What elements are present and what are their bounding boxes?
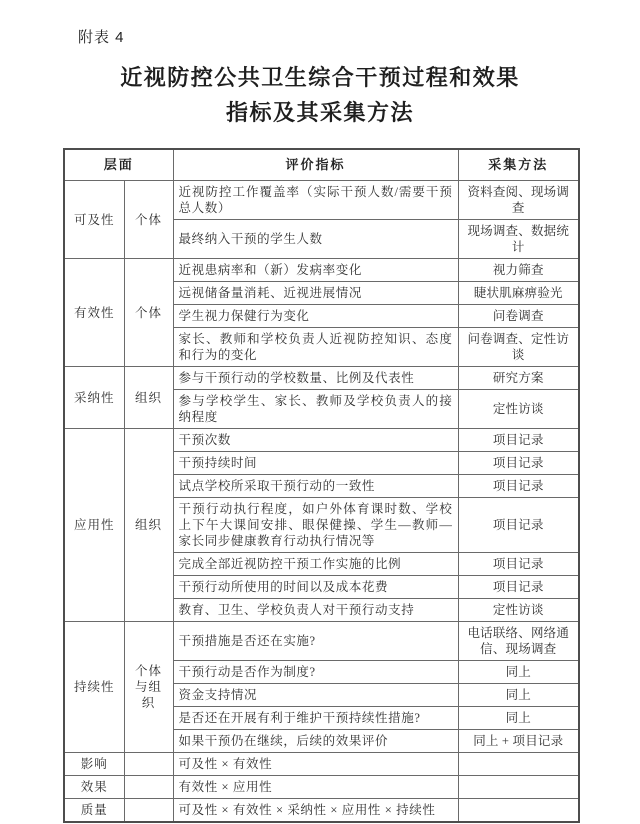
indicator-cell: 近视防控工作覆盖率（实际干预人数/需要干预总人数） xyxy=(173,181,458,220)
page-title-line1: 近视防控公共卫生综合干预过程和效果 xyxy=(120,65,520,90)
summary-row xyxy=(64,799,579,823)
method-cell: 项目记录 xyxy=(458,498,579,553)
summary-row xyxy=(64,776,579,799)
indicator-cell: 试点学校所采取干预行动的一致性 xyxy=(173,475,458,498)
indicator-cell: 远视储备量消耗、近视进展情况 xyxy=(173,282,458,305)
method-cell: 视力筛查 xyxy=(458,259,579,282)
header-indicator: 评价指标 xyxy=(173,149,458,181)
method-cell: 项目记录 xyxy=(458,475,579,498)
subcategory-cell: 个体 xyxy=(124,181,173,259)
indicator-cell: 干预行动执行程度，如户外体育课时数、学校上下午大课间安排、眼保健操、学生—教师—家长同步健康教育行动执行情况等 xyxy=(173,498,458,553)
method-cell: 研究方案 xyxy=(458,367,579,390)
indicator-cell: 学生视力保健行为变化 xyxy=(173,305,458,328)
method-cell: 项目记录 xyxy=(458,429,579,452)
summary-method-empty-cell xyxy=(458,776,579,799)
table-row xyxy=(64,429,579,452)
summary-formula-cell: 可及性 × 有效性 × 采纳性 × 应用性 × 持续性 xyxy=(173,799,458,823)
indicator-cell: 是否还在开展有利于维护干预持续性措施? xyxy=(173,707,458,730)
indicator-cell: 干预措施是否还在实施? xyxy=(173,622,458,661)
table-row xyxy=(64,367,579,390)
indicator-cell: 完成全部近视防控干预工作实施的比例 xyxy=(173,553,458,576)
table-row xyxy=(64,181,579,220)
method-cell: 同上 xyxy=(458,707,579,730)
summary-method-empty-cell xyxy=(458,753,579,776)
method-cell: 问卷调查 xyxy=(458,305,579,328)
subcategory-cell: 个体 xyxy=(124,259,173,367)
subcategory-cell: 组织 xyxy=(124,367,173,429)
summary-method-empty-cell xyxy=(458,799,579,823)
summary-category-cell: 质量 xyxy=(64,799,124,823)
category-cell: 可及性 xyxy=(64,181,124,259)
summary-empty-cell xyxy=(124,753,173,776)
method-cell: 定性访谈 xyxy=(458,599,579,622)
indicator-cell: 干预行动所使用的时间以及成本花费 xyxy=(173,576,458,599)
method-cell: 问卷调查、定性访谈 xyxy=(458,328,579,367)
indicator-cell: 参与干预行动的学校数量、比例及代表性 xyxy=(173,367,458,390)
method-cell: 项目记录 xyxy=(458,553,579,576)
summary-formula-cell: 可及性 × 有效性 xyxy=(173,753,458,776)
header-method: 采集方法 xyxy=(458,149,579,181)
page-title-line2: 指标及其采集方法 xyxy=(225,100,414,125)
method-cell: 资料查阅、现场调查 xyxy=(458,181,579,220)
table-header-row xyxy=(64,149,579,181)
indicator-cell: 如果干预仍在继续，后续的效果评价 xyxy=(173,730,458,753)
method-cell: 同上 xyxy=(458,661,579,684)
method-cell: 同上 + 项目记录 xyxy=(458,730,579,753)
appendix-label: 附表 4 xyxy=(78,29,125,46)
indicator-cell: 干预次数 xyxy=(173,429,458,452)
table-row xyxy=(64,622,579,661)
method-cell: 定性访谈 xyxy=(458,390,579,429)
method-cell: 现场调查、数据统计 xyxy=(458,220,579,259)
subcategory-cell: 组织 xyxy=(124,429,173,622)
indicator-cell: 最终纳入干预的学生人数 xyxy=(173,220,458,259)
indicator-cell: 教育、卫生、学校负责人对干预行动支持 xyxy=(173,599,458,622)
subcategory-cell: 个体与组织 xyxy=(124,622,173,753)
category-cell: 持续性 xyxy=(64,622,124,753)
page-title xyxy=(0,60,640,130)
method-cell: 同上 xyxy=(458,684,579,707)
indicator-cell: 参与学校学生、家长、教师及学校负责人的接纳程度 xyxy=(173,390,458,429)
category-cell: 有效性 xyxy=(64,259,124,367)
method-cell: 睫状肌麻痹验光 xyxy=(458,282,579,305)
category-cell: 应用性 xyxy=(64,429,124,622)
summary-category-cell: 效果 xyxy=(64,776,124,799)
indicator-cell: 资金支持情况 xyxy=(173,684,458,707)
table-row xyxy=(64,259,579,282)
summary-formula-cell: 有效性 × 应用性 xyxy=(173,776,458,799)
summary-row xyxy=(64,753,579,776)
indicator-cell: 近视患病率和（新）发病率变化 xyxy=(173,259,458,282)
table-body xyxy=(64,181,579,823)
summary-category-cell: 影响 xyxy=(64,753,124,776)
header-level: 层面 xyxy=(64,149,173,181)
method-cell: 项目记录 xyxy=(458,452,579,475)
indicator-cell: 家长、教师和学校负责人近视防控知识、态度和行为的变化 xyxy=(173,328,458,367)
method-cell: 项目记录 xyxy=(458,576,579,599)
summary-empty-cell xyxy=(124,776,173,799)
indicator-cell: 干预行动是否作为制度? xyxy=(173,661,458,684)
method-cell: 电话联络、网络通信、现场调查 xyxy=(458,622,579,661)
indicator-cell: 干预持续时间 xyxy=(173,452,458,475)
summary-empty-cell xyxy=(124,799,173,823)
category-cell: 采纳性 xyxy=(64,367,124,429)
indicators-table xyxy=(63,148,580,823)
